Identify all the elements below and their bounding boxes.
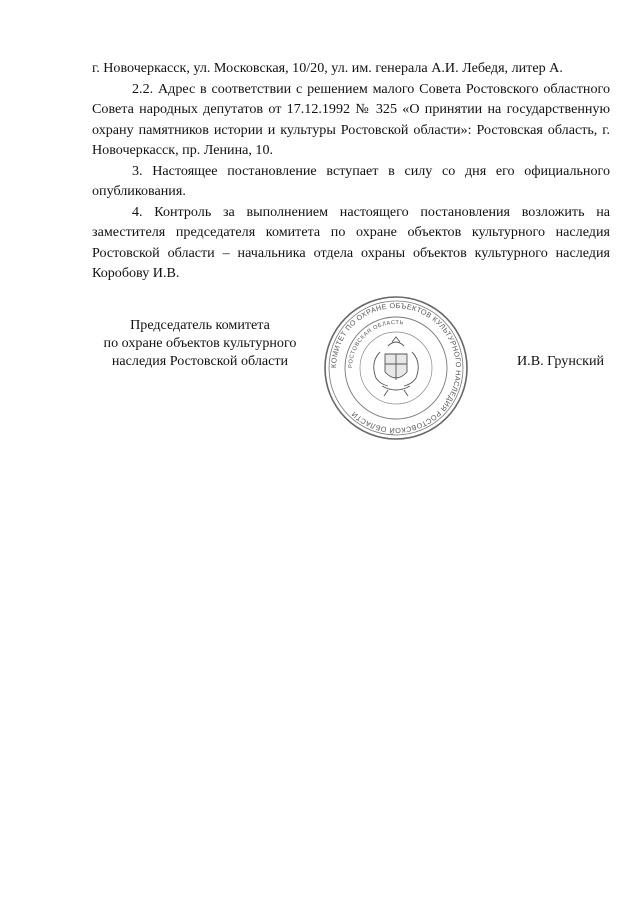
signer-title-line-1: Председатель комитета: [130, 317, 270, 333]
signer-title-line-2: по охране объектов культурного: [103, 335, 297, 351]
paragraph-4: 4. Контроль за выполнением настоящего постановления возложить на заместителя председателя комитета по охране объектов культурного наследия Ростовской области – начальника отдела охраны объектов культурного наследия Коробову И.В.: [92, 203, 610, 281]
paragraph-3: 3. Настоящее постановление вступает в силу со дня его официального опубликования.: [92, 162, 610, 199]
signer-title-line-3: наследия Ростовской области: [111, 353, 289, 369]
signer-title: [84, 316, 316, 370]
official-seal-icon: [322, 294, 470, 442]
signer-name: И.В. Грунский: [517, 353, 605, 369]
seal-inner-text: РОСТОВСКАЯ ОБЛАСТЬ: [347, 319, 405, 369]
seal-outer-text: КОМИТЕТ ПО ОХРАНЕ ОБЪЕКТОВ КУЛЬТУРНОГО НАСЛЕДИЯ РОСТОВСКОЙ ОБЛАСТИ: [328, 300, 464, 436]
paragraph-address-continued: г. Новочеркасск, ул. Московская, 10/20, ул. им. генерала А.И. Лебедя, литер А.: [92, 60, 563, 76]
paragraph-2-2: 2.2. Адрес в соответствии с решением малого Совета Ростовского областного Совета народных депутатов от 17.12.1992 № 325 «О принятии на государственную охрану памятников истории и культуры Ростовской области»: Ростовская область, г. Новочеркасск, пр. Ленина, 10.: [92, 80, 610, 158]
coat-of-arms-icon: [374, 337, 419, 396]
